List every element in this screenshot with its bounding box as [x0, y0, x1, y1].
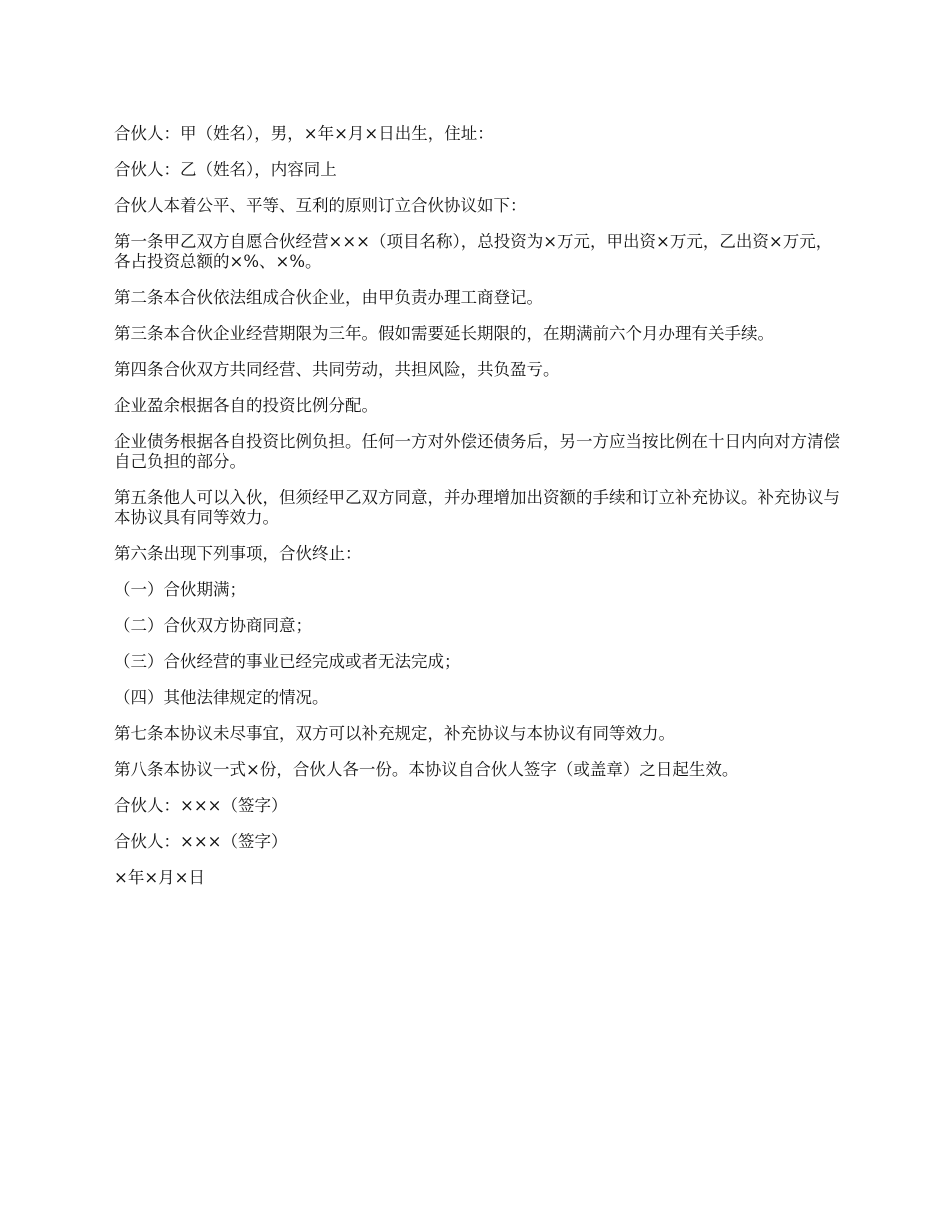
document-body	[114, 124, 844, 904]
partner-a-info: 合伙人：甲（姓名），男，×年×月×日出生，住址：	[114, 124, 494, 143]
signing-date: ×年×月×日	[114, 868, 205, 887]
profit-distribution: 企业盈余根据各自的投资比例分配。	[114, 396, 378, 415]
article-4: 第四条合伙双方共同经营、共同劳动，共担风险，共负盈亏。	[114, 360, 560, 379]
termination-item-2: （二）合伙双方协商同意；	[114, 616, 312, 635]
termination-item-4: （四）其他法律规定的情况。	[114, 688, 329, 707]
signature-line-b: 合伙人：×××（签字）	[114, 832, 288, 851]
article-8: 第八条本协议一式×份，合伙人各一份。本协议自合伙人签字（或盖章）之日起生效。	[114, 760, 739, 779]
article-1: 第一条甲乙双方自愿合伙经营×××（项目名称），总投资为×万元，甲出资×万元，乙出资×万元，各占投资总额的×%、×%。	[114, 232, 833, 271]
signature-line-a: 合伙人：×××（签字）	[114, 796, 288, 815]
termination-item-1: （一）合伙期满；	[114, 580, 246, 599]
termination-item-3: （三）合伙经营的事业已经完成或者无法完成；	[114, 652, 461, 671]
article-3: 第三条本合伙企业经营期限为三年。假如需要延长期限的，在期满前六个月办理有关手续。	[114, 324, 774, 343]
article-7: 第七条本协议未尽事宜，双方可以补充规定，补充协议与本协议有同等效力。	[114, 724, 675, 743]
debt-liability: 企业债务根据各自投资比例负担。任何一方对外偿还债务后，另一方应当按比例在十日内向对方清偿自己负担的部分。	[114, 432, 840, 471]
agreement-preamble: 合伙人本着公平、平等、互利的原则订立合伙协议如下：	[114, 196, 527, 215]
article-6: 第六条出现下列事项，合伙终止：	[114, 544, 362, 563]
article-5: 第五条他人可以入伙，但须经甲乙双方同意，并办理增加出资额的手续和订立补充协议。补充协议与本协议具有同等效力。	[114, 488, 840, 527]
partner-b-info: 合伙人：乙（姓名），内容同上	[114, 160, 337, 179]
article-2: 第二条本合伙依法组成合伙企业，由甲负责办理工商登记。	[114, 288, 543, 307]
